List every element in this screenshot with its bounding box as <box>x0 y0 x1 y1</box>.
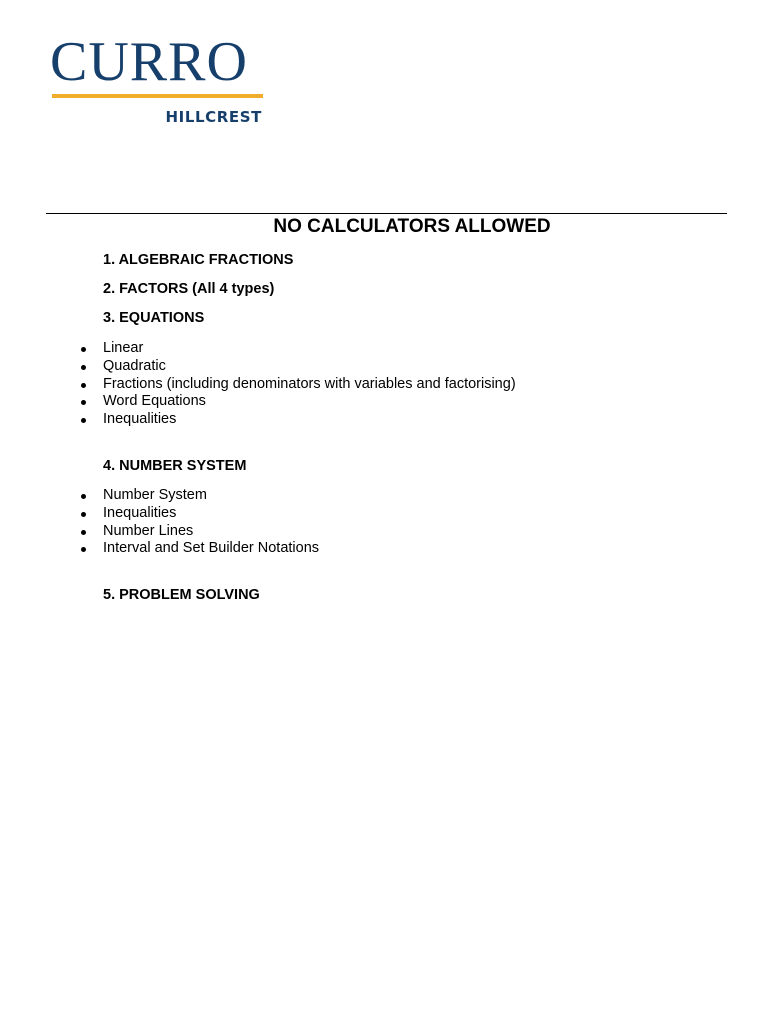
list-item-text: Interval and Set Builder Notations <box>103 540 320 557</box>
list-item-text: Fractions (including denominators with variables and factorising) <box>103 375 516 392</box>
list-item-text: Inequalities <box>103 504 177 521</box>
bullet-icon <box>81 547 86 552</box>
bullet-icon <box>81 512 86 517</box>
title-rule <box>46 213 727 214</box>
section-heading-equations: 3. EQUATIONS <box>103 310 205 326</box>
bullet-icon <box>81 418 86 423</box>
document-title: NO CALCULATORS ALLOWED <box>273 216 551 237</box>
list-item-text: Word Equations <box>103 393 206 410</box>
list-item-text: Linear <box>103 340 144 356</box>
logo-campus-name: HILLCREST <box>165 108 262 126</box>
section-heading-factors: 2. FACTORS (All 4 types) <box>103 281 275 297</box>
section-heading-problem-solving: 5. PROBLEM SOLVING <box>103 587 260 603</box>
bullet-icon <box>81 347 86 352</box>
section-heading-algebraic-fractions: 1. ALGEBRAIC FRACTIONS <box>103 252 294 268</box>
list-item-text: Quadratic <box>103 357 166 374</box>
list-item-text: Number System <box>103 487 207 503</box>
bullet-icon <box>81 400 86 405</box>
list-item-text: Inequalities <box>103 411 177 428</box>
bullet-icon <box>81 530 86 535</box>
logo-wordmark: CURRO <box>50 31 248 93</box>
bullet-icon <box>81 383 86 388</box>
bullet-icon <box>81 494 86 499</box>
list-item-text: Number Lines <box>103 522 194 539</box>
school-logo <box>50 31 264 130</box>
section-heading-number-system: 4. NUMBER SYSTEM <box>103 458 247 474</box>
bullet-icon <box>81 365 86 370</box>
logo-divider <box>52 94 263 98</box>
